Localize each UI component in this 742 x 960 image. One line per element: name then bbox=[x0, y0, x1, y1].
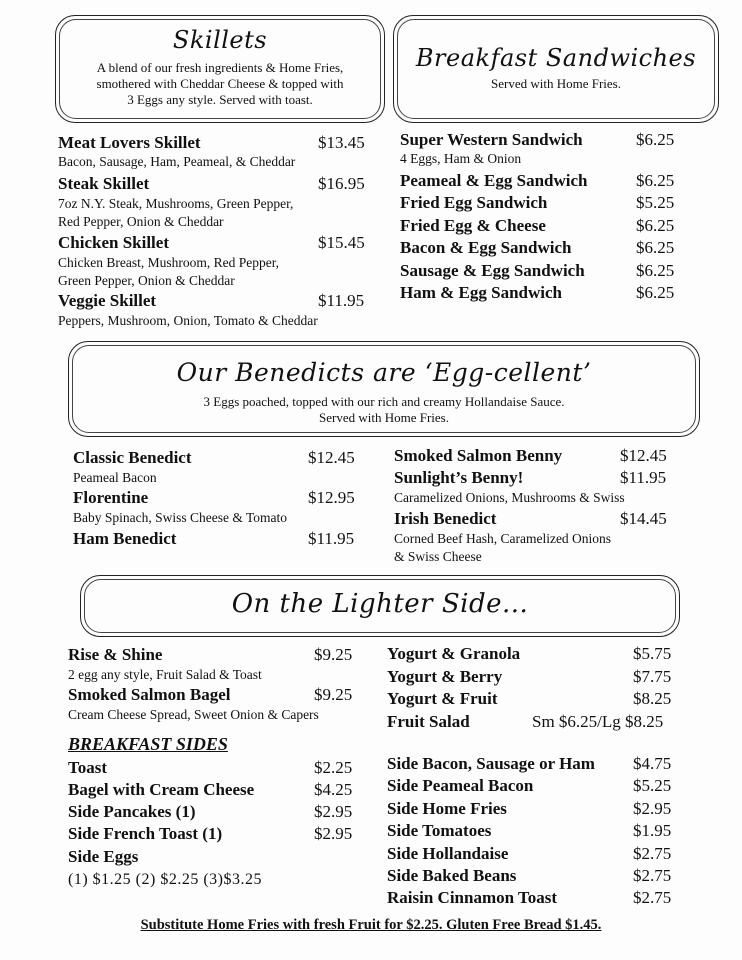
item-name: Fried Egg & Cheese bbox=[400, 216, 546, 235]
item-name: Meat Lovers Skillet bbox=[58, 133, 201, 152]
item-price: $6.25 bbox=[636, 261, 675, 280]
item-price: $2.95 bbox=[633, 799, 672, 818]
item-price: $9.25 bbox=[314, 685, 353, 704]
item-name: Side Home Fries bbox=[387, 799, 507, 818]
item-description: 4 Eggs, Ham & Onion bbox=[400, 151, 522, 166]
item-name: Side Eggs bbox=[68, 847, 139, 866]
lighter-side-box bbox=[80, 575, 680, 637]
skillets-title: Skillets bbox=[172, 26, 268, 54]
item-price: $2.25 bbox=[314, 758, 353, 777]
item-description: Red Pepper, Onion & Cheddar bbox=[58, 214, 224, 229]
item-description: Peppers, Mushroom, Onion, Tomato & Cheddar bbox=[58, 313, 318, 328]
item-description: Baby Spinach, Swiss Cheese & Tomato bbox=[73, 510, 288, 525]
item-name: Peameal & Egg Sandwich bbox=[400, 171, 588, 190]
item-name: Sausage & Egg Sandwich bbox=[400, 261, 585, 280]
item-price: $2.95 bbox=[314, 824, 353, 843]
item-price: $6.25 bbox=[636, 283, 675, 302]
item-name: Yogurt & Fruit bbox=[387, 689, 498, 708]
side-eggs-prices: (1) $1.25 (2) $2.25 (3)$3.25 bbox=[68, 871, 262, 888]
sandwiches-description: Served with Home Fries. bbox=[491, 76, 621, 91]
item-price: $12.45 bbox=[620, 446, 667, 465]
item-price: $9.25 bbox=[314, 645, 353, 664]
item-description: Bacon, Sausage, Ham, Peameal, & Cheddar bbox=[58, 154, 296, 169]
item-price: $14.45 bbox=[620, 509, 667, 528]
lighter-side-title: On the Lighter Side... bbox=[231, 589, 529, 619]
footer-note: Substitute Home Fries with fresh Fruit for $2.25. Gluten Free Bread $1.45. bbox=[140, 917, 602, 933]
item-description: 2 egg any style, Fruit Salad & Toast bbox=[68, 667, 262, 682]
item-price: $5.25 bbox=[636, 193, 675, 212]
item-name: Ham Benedict bbox=[73, 529, 177, 548]
item-price: $6.25 bbox=[636, 171, 675, 190]
skillets-box bbox=[55, 15, 385, 123]
item-description: Caramelized Onions, Mushrooms & Swiss bbox=[394, 490, 625, 505]
item-name: Toast bbox=[68, 758, 108, 777]
item-name: Side French Toast (1) bbox=[68, 824, 223, 843]
item-price: $16.95 bbox=[318, 174, 365, 193]
item-name: Side Hollandaise bbox=[387, 844, 509, 863]
item-description: Peameal Bacon bbox=[73, 470, 157, 485]
item-name: Florentine bbox=[73, 488, 149, 507]
item-price: $11.95 bbox=[620, 468, 667, 487]
item-price: $4.25 bbox=[314, 780, 353, 799]
item-price: $4.75 bbox=[633, 754, 672, 773]
item-description: & Swiss Cheese bbox=[394, 549, 482, 564]
item-name: Yogurt & Berry bbox=[387, 667, 503, 686]
item-name: Bacon & Egg Sandwich bbox=[400, 238, 572, 257]
item-price: $5.25 bbox=[633, 776, 672, 795]
item-price: $2.95 bbox=[314, 802, 353, 821]
item-price: $11.95 bbox=[308, 529, 355, 548]
item-price: $11.95 bbox=[318, 291, 365, 310]
item-description: Cream Cheese Spread, Sweet Onion & Capers bbox=[68, 707, 319, 722]
item-name: Steak Skillet bbox=[58, 174, 150, 193]
item-price: $8.25 bbox=[633, 689, 672, 708]
item-name: Chicken Skillet bbox=[58, 233, 169, 252]
item-name: Side Bacon, Sausage or Ham bbox=[387, 754, 595, 773]
item-description: Green Pepper, Onion & Cheddar bbox=[58, 273, 235, 288]
item-name: Yogurt & Granola bbox=[387, 644, 521, 663]
item-price: $2.75 bbox=[633, 866, 672, 885]
item-price: $7.75 bbox=[633, 667, 672, 686]
item-name: Bagel with Cream Cheese bbox=[68, 780, 255, 799]
benedicts-box bbox=[68, 341, 700, 437]
breakfast-sides-heading: BREAKFAST SIDES bbox=[68, 734, 228, 754]
item-price: $6.25 bbox=[636, 238, 675, 257]
item-name: Raisin Cinnamon Toast bbox=[387, 888, 558, 907]
item-name: Side Pancakes (1) bbox=[68, 802, 196, 821]
item-name: Side Tomatoes bbox=[387, 821, 492, 840]
item-price: $6.25 bbox=[636, 216, 675, 235]
item-description: Chicken Breast, Mushroom, Red Pepper, bbox=[58, 255, 280, 270]
sandwiches-title: Breakfast Sandwiches bbox=[415, 44, 697, 72]
item-price: $15.45 bbox=[318, 233, 365, 252]
item-name: Smoked Salmon Bagel bbox=[68, 685, 231, 704]
item-name: Classic Benedict bbox=[73, 448, 192, 467]
item-name: Rise & Shine bbox=[68, 645, 163, 664]
item-price: $12.95 bbox=[308, 488, 355, 507]
item-name: Veggie Skillet bbox=[58, 291, 157, 310]
item-description: 7oz N.Y. Steak, Mushrooms, Green Pepper, bbox=[58, 196, 294, 211]
item-description: Corned Beef Hash, Caramelized Onions bbox=[394, 531, 612, 546]
sandwiches-box bbox=[393, 15, 719, 123]
item-name: Side Baked Beans bbox=[387, 866, 517, 885]
item-name: Smoked Salmon Benny bbox=[394, 446, 563, 465]
item-price: $1.95 bbox=[633, 821, 672, 840]
item-name: Side Peameal Bacon bbox=[387, 776, 534, 795]
item-name: Fruit Salad bbox=[387, 712, 470, 731]
item-name: Sunlight’s Benny! bbox=[394, 468, 524, 487]
item-price: $12.45 bbox=[308, 448, 355, 467]
item-price: $2.75 bbox=[633, 844, 672, 863]
item-name: Fried Egg Sandwich bbox=[400, 193, 548, 212]
skillets-description: A blend of our fresh ingredients & Home Fries, smothered with Cheddar Cheese & topped with 3 Eggs any style. Served with toast. bbox=[96, 60, 344, 107]
benedicts-title: Our Benedicts are ‘Egg-cellent’ bbox=[176, 358, 592, 387]
item-price: $5.75 bbox=[633, 644, 672, 663]
item-price: $6.25 bbox=[636, 130, 675, 149]
item-name: Irish Benedict bbox=[394, 509, 497, 528]
benedicts-description: 3 Eggs poached, topped with our rich and creamy Hollandaise Sauce. Served with Home Fries. bbox=[203, 394, 565, 425]
item-name: Super Western Sandwich bbox=[400, 130, 583, 149]
item-price: $2.75 bbox=[633, 888, 672, 907]
item-name: Ham & Egg Sandwich bbox=[400, 283, 562, 302]
item-price: $13.45 bbox=[318, 133, 365, 152]
item-price: Sm $6.25/Lg $8.25 bbox=[532, 712, 664, 731]
